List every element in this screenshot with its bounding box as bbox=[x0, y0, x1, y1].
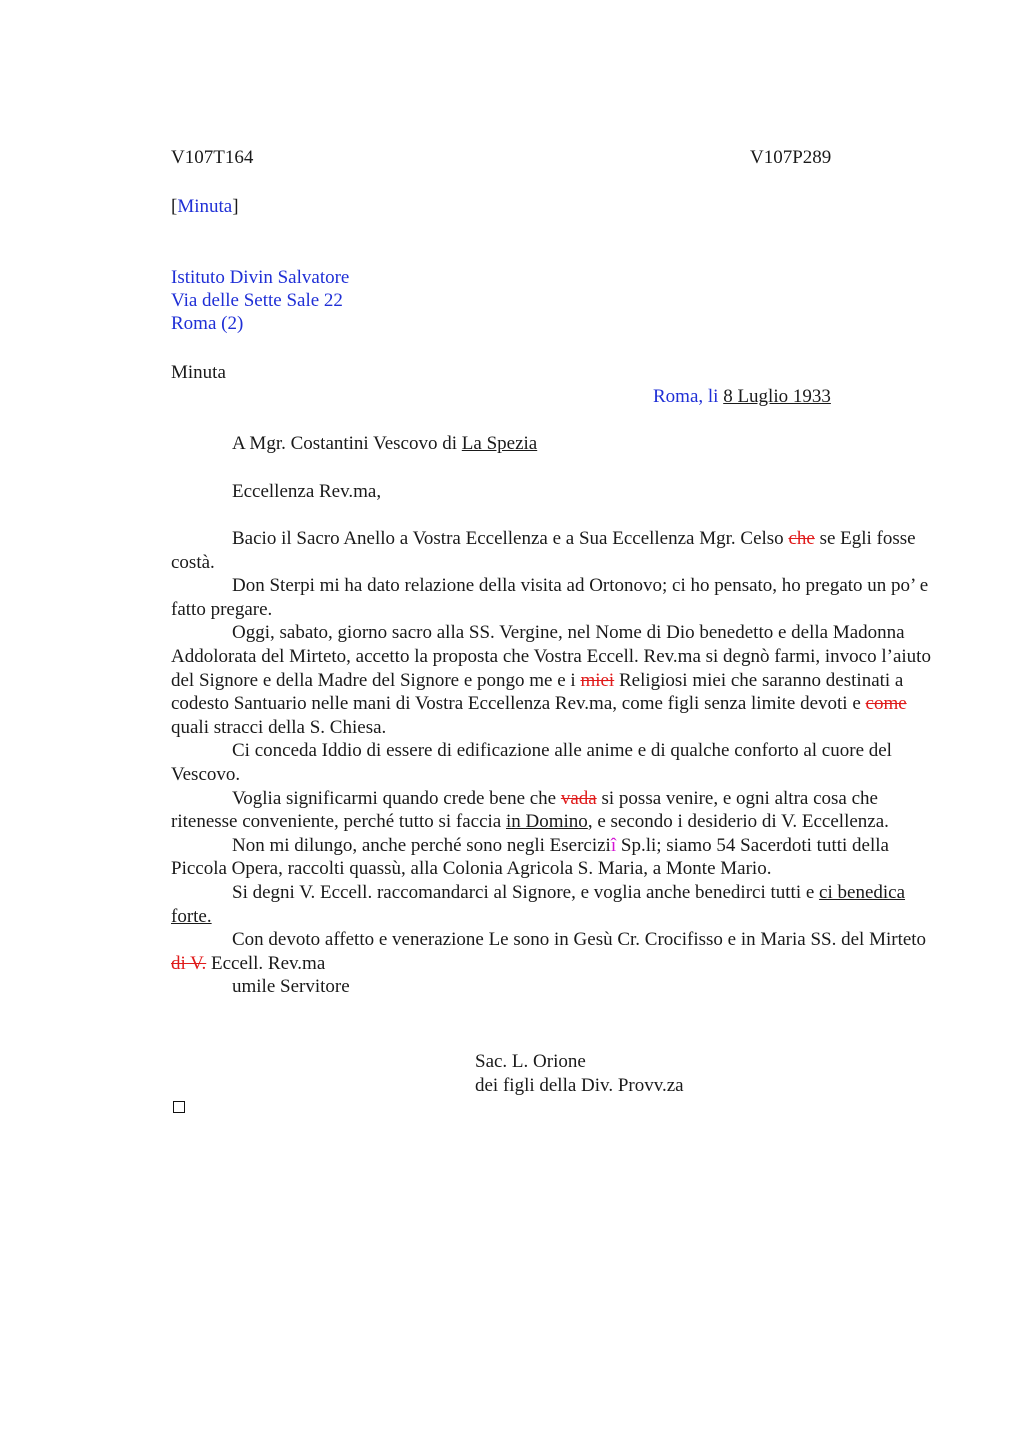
p3-deletion-2: come bbox=[865, 693, 907, 715]
signature-line-2: dei figli della Div. Provv.za bbox=[475, 1075, 684, 1096]
paragraph-5 bbox=[171, 787, 931, 834]
p8-text-b: Eccell. Rev.ma bbox=[210, 952, 326, 974]
p5-text-c: , e secondo i desiderio di V. Eccellenza. bbox=[587, 811, 889, 833]
salutation: Eccellenza Rev.ma, bbox=[232, 481, 382, 502]
minuta-label: Minuta bbox=[171, 362, 226, 383]
address-line-1: Istituto Divin Salvatore bbox=[171, 267, 350, 288]
recipient-line bbox=[232, 432, 537, 456]
address-line-2: Via delle Sette Sale 22 bbox=[171, 290, 343, 311]
p5-text-a: Voglia significarmi quando crede bene che bbox=[232, 787, 557, 809]
paragraph-6 bbox=[171, 834, 931, 881]
paragraph-1 bbox=[171, 527, 931, 574]
paragraph-7 bbox=[171, 881, 931, 928]
address-line-3: Roma (2) bbox=[171, 313, 244, 334]
minuta-bracket bbox=[171, 195, 239, 219]
checkbox-square-icon bbox=[173, 1101, 185, 1113]
recipient-place: La Spezia bbox=[461, 433, 538, 454]
paragraph-4: Ci conceda Iddio di essere di edificazione alle anime e di qualche conforto al cuore del Vescovo. bbox=[171, 740, 892, 785]
letter-body bbox=[171, 527, 931, 999]
p3-text-c: quali stracci della S. Chiesa. bbox=[171, 716, 387, 738]
p5-underlined: in Domino bbox=[506, 811, 588, 833]
p6-text-a: Non mi dilungo, anche perché sono negli Esercizi bbox=[232, 834, 611, 856]
p5-deletion: vada bbox=[560, 787, 597, 809]
p6-editor-mark: î bbox=[610, 834, 617, 856]
p8-text-a: Con devoto affetto e venerazione Le sono in Gesù Cr. Crocifisso e in Maria SS. del Mirteto bbox=[232, 929, 927, 951]
p3-text-a: Oggi, sabato, giorno sacro alla SS. Vergine, nel Nome di Dio benedetto e della Madonna Addolorata del Mirteto, accetto la proposta che Vostra Eccell. Rev.ma si degnò farmi, invoco l’aiuto del Signore e della Madre del Signore e pongo me e i bbox=[171, 622, 931, 691]
signature-block bbox=[475, 1050, 684, 1098]
p3-deletion-1: miei bbox=[580, 669, 615, 691]
p1-text-a: Bacio il Sacro Anello a Vostra Eccellenza e a Sua Eccellenza Mgr. Celso bbox=[232, 528, 784, 549]
paragraph-3 bbox=[171, 621, 931, 739]
p3-text-b: Religiosi miei che saranno destinati a codesto Santuario nelle mani di Vostra Eccellenza Rev.ma, come figli senza limite devoti e bbox=[171, 669, 904, 715]
p8-deletion: di V. bbox=[171, 952, 207, 974]
date-value: 8 Luglio 1933 bbox=[723, 386, 831, 407]
bracket-open: [ bbox=[171, 196, 178, 217]
recipient-text: A Mgr. Costantini Vescovo di bbox=[232, 433, 458, 454]
date-prefix: Roma, li bbox=[653, 386, 719, 407]
p6-text-b: Sp.li; siamo 54 Sacerdoti tutti della Piccola Opera, raccolti quassù, alla Colonia Agricola S. Maria, a Monte Mario. bbox=[171, 834, 889, 880]
p7-text-a: Si degni V. Eccell. raccomandarci al Signore, e voglia anche benedirci tutti e bbox=[232, 881, 815, 903]
bracket-close: ] bbox=[232, 196, 239, 217]
closing: umile Servitore bbox=[232, 976, 350, 998]
p1-text-b: se Egli fosse costà. bbox=[171, 528, 916, 573]
paragraph-8 bbox=[171, 928, 931, 975]
document-code-left: V107T164 bbox=[171, 147, 254, 168]
paragraph-2: Don Sterpi mi ha dato relazione della visita ad Ortonovo; ci ho pensato, ho pregato un po’ e fatto pregare. bbox=[171, 575, 929, 620]
document-code-right: V107P289 bbox=[750, 147, 832, 168]
signature-line-1: Sac. L. Orione bbox=[475, 1051, 586, 1072]
p5-text-b: si possa venire, e ogni altra cosa che ritenesse conveniente, perché tutto si faccia bbox=[171, 787, 878, 833]
p1-deletion: che bbox=[788, 528, 815, 549]
p7-underlined: ci benedica forte. bbox=[171, 881, 906, 927]
minuta-bracket-label: Minuta bbox=[177, 196, 233, 217]
date-line bbox=[653, 385, 831, 409]
